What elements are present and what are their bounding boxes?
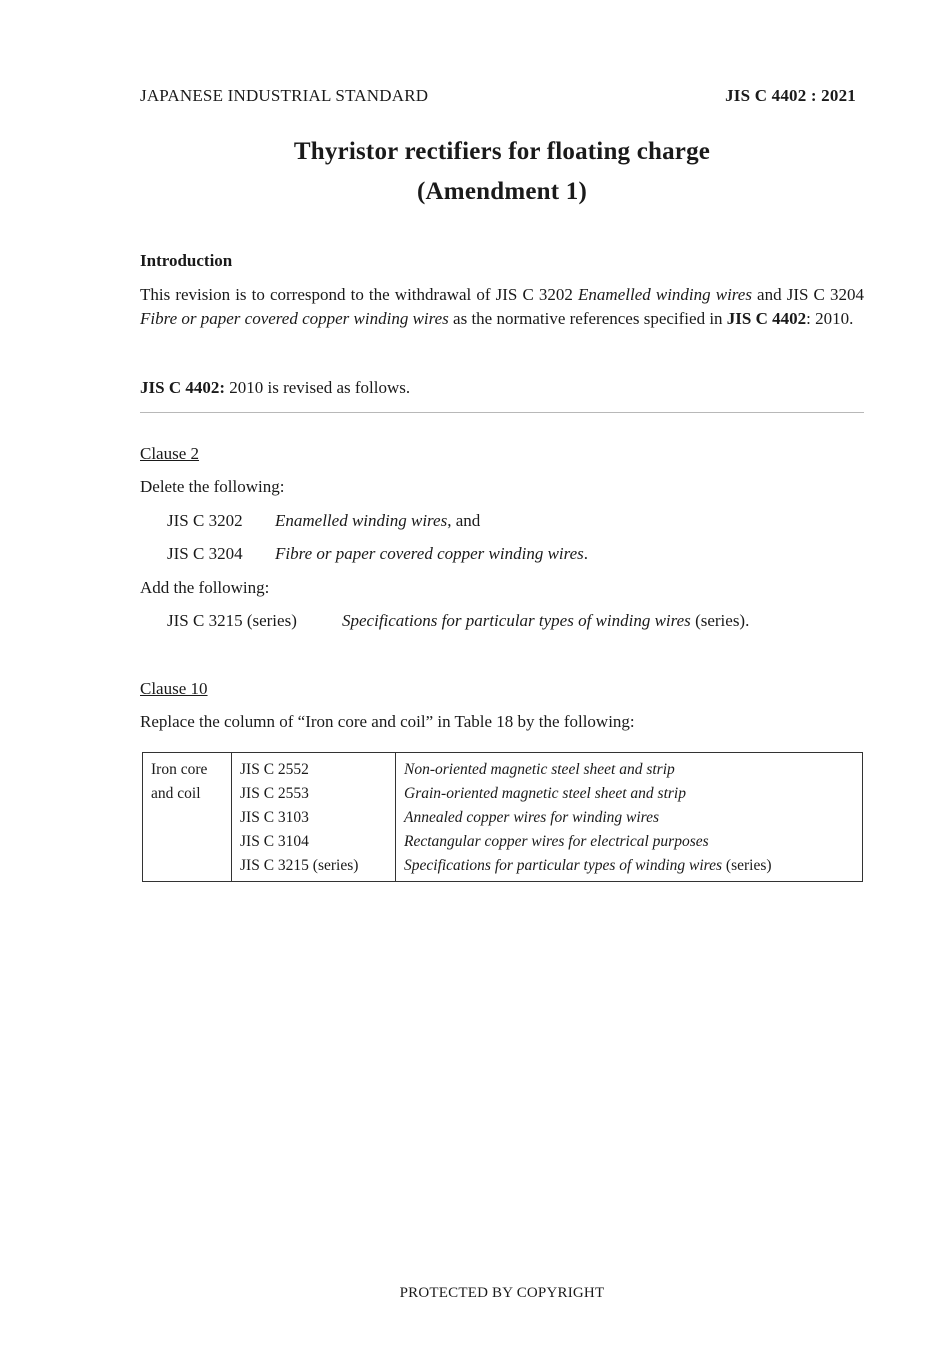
standard-title-text: Rectangular copper wires for electrical purposes (404, 833, 709, 850)
delete-item-suffix: , and (447, 511, 481, 530)
standard-code-cell (232, 753, 396, 882)
document-subtitle: (Amendment 1) (417, 178, 587, 205)
standard-title (404, 782, 854, 806)
copyright-footer: PROTECTED BY COPYRIGHT (399, 1285, 605, 1301)
introduction-paragraph (140, 283, 864, 331)
table-row (143, 753, 863, 882)
revision-standard-ref: JIS C 4402: (140, 378, 226, 397)
standard-code: JIS C 3103 (240, 809, 309, 826)
standard-title-text: Non-oriented magnetic steel sheet and strip (404, 761, 675, 778)
intro-text-mid: and JIS C 3204 (751, 285, 864, 304)
intro-standard-ref: JIS C 4402 (726, 309, 807, 328)
add-item-title: Specifications for particular types of winding wires (342, 611, 691, 630)
intro-text-mid2: as the normative references specified in (448, 309, 727, 328)
delete-item-code: JIS C 3202 (167, 511, 243, 530)
standard-title-text: Annealed copper wires for winding wires (404, 809, 660, 826)
category-cell (143, 753, 232, 882)
section-divider (140, 412, 864, 413)
revision-statement (140, 376, 864, 400)
intro-text-end: : 2010. (806, 309, 854, 328)
standard-title (404, 758, 854, 782)
header-standard-number: JIS C 4402 : 2021 (725, 86, 856, 105)
clause-10-heading: Clause 10 (140, 679, 208, 698)
add-item-suffix: (series). (690, 611, 750, 630)
standard-title (404, 806, 854, 830)
delete-item-title: Enamelled winding wires (275, 511, 448, 530)
standard-title (404, 854, 854, 878)
standard-code: JIS C 2552 (240, 761, 309, 778)
revision-text: 2010 is revised as follows. (225, 378, 411, 397)
delete-label: Delete the following: (140, 477, 285, 496)
delete-item-suffix: . (583, 544, 589, 563)
standard-title-cell (396, 753, 863, 882)
add-item (167, 611, 749, 631)
delete-item (167, 544, 588, 564)
intro-text-start: This revision is to correspond to the withdrawal of JIS C 3202 (140, 285, 579, 304)
standard-code: JIS C 3215 (series) (240, 857, 359, 874)
standard-title-suffix: (series) (722, 857, 772, 874)
category-line: and coil (151, 785, 201, 802)
replacement-table (142, 752, 863, 882)
add-item-code: JIS C 3215 (series) (167, 611, 297, 630)
delete-item (167, 511, 480, 531)
delete-item-title: Fibre or paper covered copper winding wires (275, 544, 584, 563)
intro-ref-title-2: Fibre or paper covered copper winding wires (140, 309, 449, 328)
delete-item-code: JIS C 3204 (167, 544, 243, 563)
standard-code: JIS C 2553 (240, 785, 309, 802)
intro-ref-title-1: Enamelled winding wires (578, 285, 752, 304)
clause-10-instruction: Replace the column of “Iron core and coil” in Table 18 by the following: (140, 712, 635, 731)
standard-title-text: Grain-oriented magnetic steel sheet and strip (404, 785, 686, 802)
category-line: Iron core (151, 761, 208, 778)
add-label: Add the following: (140, 578, 270, 597)
clause-2-heading: Clause 2 (140, 444, 200, 463)
introduction-heading: Introduction (140, 251, 233, 270)
standard-title (404, 830, 854, 854)
header-standard-name: JAPANESE INDUSTRIAL STANDARD (140, 86, 429, 105)
standard-title-text: Specifications for particular types of winding wires (404, 857, 723, 874)
document-title: Thyristor rectifiers for floating charge (293, 138, 711, 165)
standard-code: JIS C 3104 (240, 833, 309, 850)
